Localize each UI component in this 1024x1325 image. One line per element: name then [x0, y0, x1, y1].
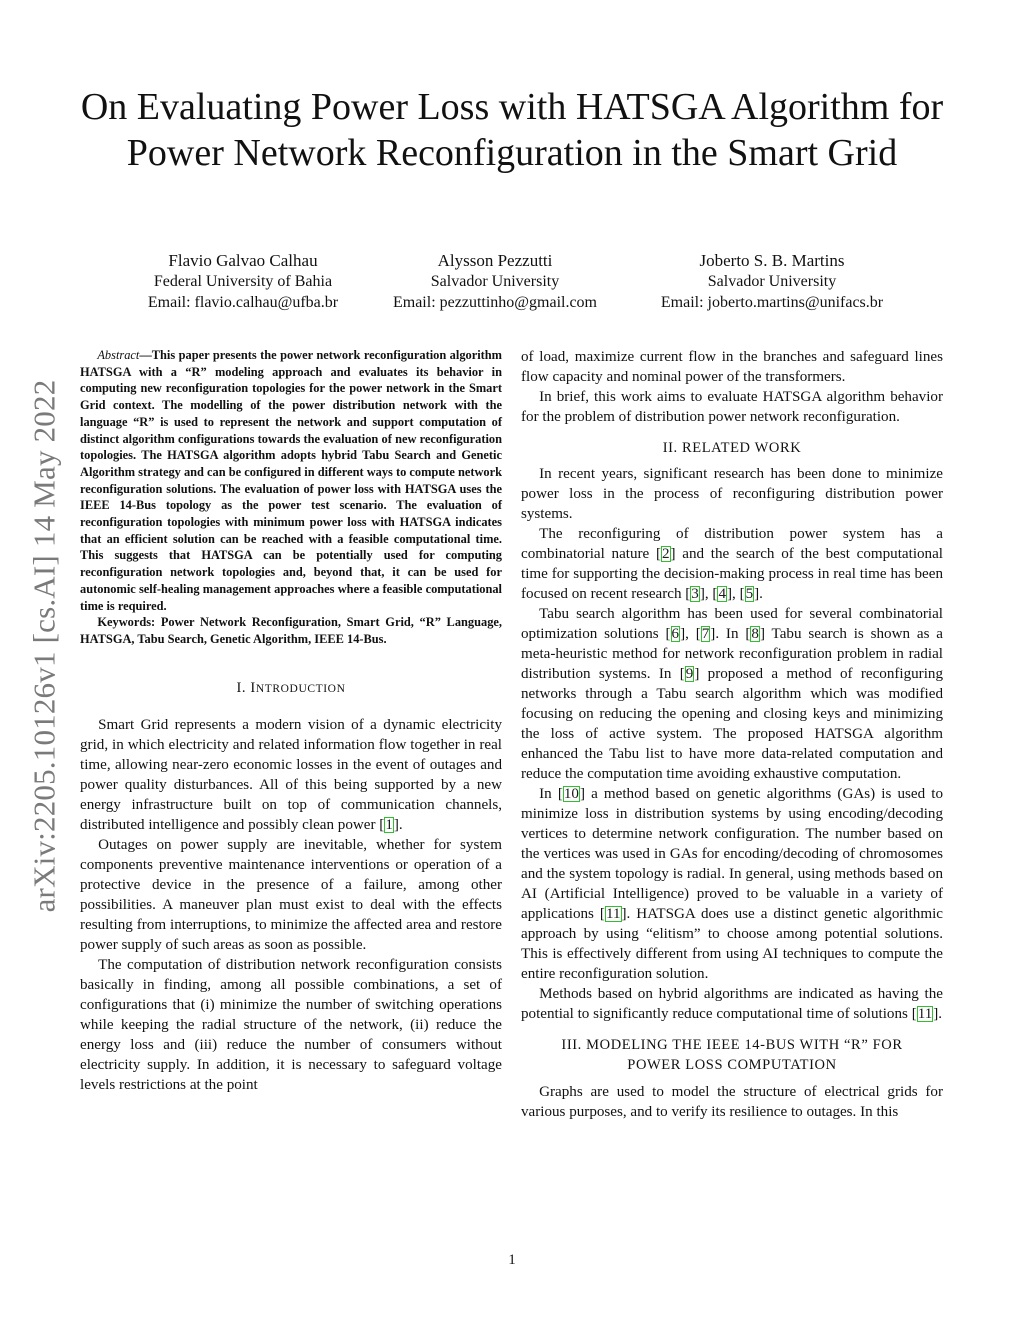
author-email[interactable]: Email: flavio.calhau@ufba.br: [147, 294, 339, 311]
citation-link[interactable]: 4: [718, 586, 726, 602]
abstract-label: Abstract: [97, 348, 140, 362]
page-number: 1: [508, 1252, 516, 1268]
arxiv-id: arXiv:2205.10126v1 [cs.AI] 14 May 2022: [26, 379, 61, 912]
section-heading-related-work: II. RELATED WORK: [662, 440, 802, 456]
paragraph: In [10] a method based on genetic algorithms (GAs) is used to minimize loss in distribution systems by using encoding/decoding vertices to determine network configuration. The number based on the vertices was used in GAs for encoding/decoding of chromosomes and the system topology is radial. In general, using methods based on AI (Artificial Intelligence) proved to be valuable in a variety of applications [11]. HATSGA does use a distinct genetic algorithmic approach by using “elitism” to choose among potential solutions. This is effectively different from using AI techniques to compute the entire reconfiguration solution.: [521, 786, 943, 982]
paragraph: Methods based on hybrid algorithms are indicated as having the potential to significantly reduce computational time of solutions [11].: [521, 986, 943, 1022]
citation-link[interactable]: 9: [685, 666, 694, 682]
author-block-2: [355, 250, 635, 313]
paragraph: The reconfiguring of distribution power system has a combinatorial nature [2] and the search of the best computational time for supporting the decision-making process in real time has been focused on recent research [3], [4], [5].: [521, 526, 943, 602]
author-name: Joberto S. B. Martins: [699, 251, 845, 270]
author-affiliation: Salvador University: [707, 273, 837, 290]
citation-link[interactable]: 11: [917, 1006, 933, 1022]
paper-title: On Evaluating Power Loss with HATSGA Algorithm for Power Network Reconfiguration in the Smart Grid: [80, 86, 944, 174]
author-email[interactable]: Email: joberto.martins@unifacs.br: [660, 294, 884, 311]
paragraph: Outages on power supply are inevitable, whether for system components preventive maintenance interventions or operation of a protective device in the presence of a failure, among other possibilities. A maneuver plan must exist to deal with the effects resulting from interruptions, to minimize the affected area and restore power supply of such areas as soon as possible.: [80, 836, 502, 953]
left-column: [80, 347, 502, 1095]
paragraph: Tabu search algorithm has been used for several combinatorial optimization solutions [6], [7]. In [8] Tabu search is shown as a meta-heuristic method for network reconfiguration problem in radial distribution systems. In [9] proposed a method of reconfiguring networks through a Tabu search algorithm which was modified focusing on reducing the opening and closing keys and minimizing the loss of active system. The proposed HATSGA algorithm enhanced the Tabu list to have more data-related computation and reduce the computation time avoiding exhaustive computation.: [521, 606, 943, 782]
right-column: [521, 347, 943, 1122]
section-heading-modeling: III. MODELING THE IEEE 14-BUS WITH “R” FOR POWER LOSS COMPUTATION: [561, 1037, 903, 1073]
citation-link[interactable]: 10: [563, 786, 579, 802]
paragraph: In recent years, significant research has been done to minimize power loss in the process of reconfiguring distribution power systems.: [521, 466, 943, 522]
citation-link[interactable]: 5: [745, 586, 754, 602]
citation-link[interactable]: 3: [691, 586, 699, 602]
author-affiliation: Federal University of Bahia: [153, 273, 333, 290]
citation-link[interactable]: 8: [751, 626, 759, 642]
citation-link[interactable]: 7: [701, 626, 710, 642]
paragraph: The computation of distribution network reconfiguration consists basically in finding, among all possible combinations, a set of configurations that (i) minimize the number of switching operations while keeping the radial structure of the network, (ii) reduce the energy loss and (iii) reduce the number of consumers without electricity supply. In addition, it is necessary to safeguard voltage levels restrictions at the point: [80, 956, 502, 1093]
citation-link[interactable]: 2: [662, 546, 670, 562]
keywords: Keywords: Power Network Reconfiguration, Smart Grid, “R” Language, HATSGA, Tabu Search, Genetic Algorithm, IEEE 14-Bus.: [80, 615, 502, 646]
section-heading-introduction: I. INTRODUCTION: [236, 679, 346, 696]
author-block-1: [103, 250, 383, 313]
author-affiliation: Salvador University: [430, 273, 560, 290]
paragraph: Smart Grid represents a modern vision of a dynamic electricity grid, in which electricity and related information flow together in real time, allowing near-zero economic losses in the event of outages and power quality disturbances. All of this being supported by a new energy infrastructure built on top of communication channels, distributed intelligence and possibly clean power [1].: [80, 716, 502, 833]
author-name: Alysson Pezzutti: [437, 251, 553, 270]
author-email[interactable]: Email: pezzuttinho@gmail.com: [392, 294, 597, 311]
citation-link[interactable]: 11: [605, 906, 621, 922]
paragraph: of load, maximize current flow in the branches and safeguard lines flow capacity and nominal power of the transformers.: [521, 349, 943, 385]
citation-link[interactable]: 6: [671, 626, 680, 642]
paragraph: Graphs are used to model the structure of electrical grids for various purposes, and to verify its resilience to outages. In this: [521, 1084, 943, 1120]
author-block-3: [632, 250, 912, 313]
abstract-text: —This paper presents the power network reconfiguration algorithm HATSGA with a “R” modeling approach and evaluates its behavior in computing new reconfiguration topologies for the power network in the Smart Grid context. The modelling of the power distribution network with the language “R” is used to represent the network and support computation of distinct algorithm configurations towards the evaluation of new reconfiguration topologies. The HATSGA algorithm adopts hybrid Tabu Search and Genetic Algorithm strategy and can be configured in different ways to compute network reconfiguration solutions. The evaluation of power loss with HATSGA uses the IEEE 14-Bus topology as the power test scenario. The evaluation of reconfiguration topologies with minimum power loss with HATSGA indicates that an efficient solution can be reached with a feasible computational time. This suggests that HATSGA can be potentially used for computing reconfiguration network topologies and, beyond that, it can be used for autonomic self-healing management approaches where a feasible computational time is required.: [80, 348, 502, 613]
abstract: [80, 347, 502, 614]
author-name: Flavio Galvao Calhau: [168, 251, 318, 270]
paragraph: In brief, this work aims to evaluate HATSGA algorithm behavior for the problem of distribution power network reconfiguration.: [521, 389, 943, 425]
arxiv-sidebar-stamp: [18, 348, 70, 943]
citation-link[interactable]: 1: [385, 816, 393, 833]
